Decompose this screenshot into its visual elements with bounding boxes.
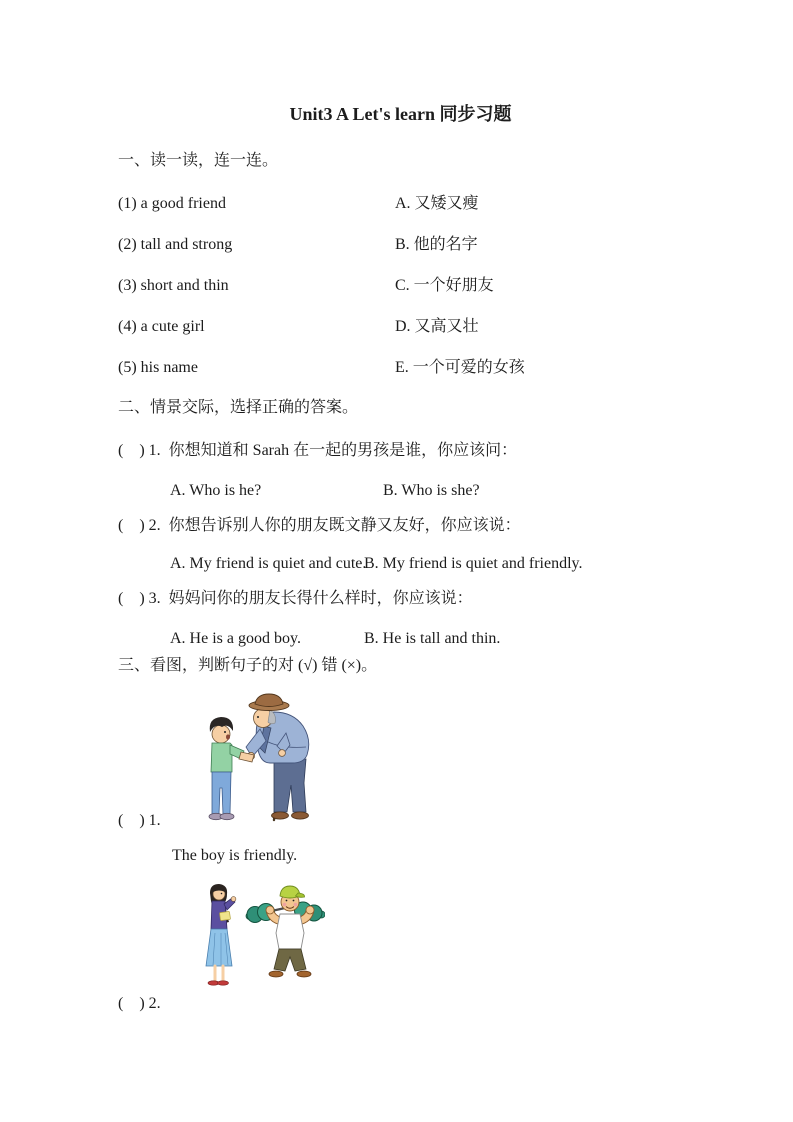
woman — [206, 884, 236, 985]
notebook — [219, 911, 230, 920]
option-a: A. My friend is quiet and cute. — [170, 555, 367, 572]
question-line — [118, 440, 683, 462]
option-b: B. Who is she? — [383, 482, 480, 499]
match-left-item: (3) short and thin — [118, 277, 229, 294]
option-b: B. He is tall and thin. — [364, 630, 501, 647]
answer-blank: ( ) 2. — [118, 995, 161, 1012]
match-left-item: (1) a good friend — [118, 195, 226, 212]
eye — [293, 900, 295, 902]
figure-handshake-illustration — [194, 693, 321, 825]
options-line — [118, 628, 683, 650]
match-left-item: (4) a cute girl — [118, 318, 205, 335]
match-right-item: E. 一个可爱的女孩 — [395, 359, 525, 376]
hand — [231, 897, 236, 902]
tank-top — [276, 914, 304, 949]
elderly-man — [246, 694, 309, 820]
shoe — [220, 813, 234, 819]
judge-item-1 — [118, 693, 683, 829]
shoe — [297, 971, 311, 977]
match-left-item: (2) tall and strong — [118, 236, 233, 253]
options-line — [118, 553, 683, 575]
match-right-item: D. 又高又壮 — [395, 318, 479, 335]
question-line — [118, 515, 683, 537]
shoe — [218, 981, 229, 985]
judge-item-2 — [118, 883, 683, 992]
pants — [274, 949, 306, 971]
legs — [215, 966, 223, 980]
fist — [266, 906, 274, 914]
question-text: 你想告诉别人你的朋友既文静又友好，你应该说： — [168, 517, 521, 534]
skirt — [206, 929, 232, 966]
eye — [257, 716, 259, 718]
match-left-item: (5) his name — [118, 359, 198, 376]
answer-blank: ( ) 1. — [118, 812, 161, 829]
match-row — [118, 193, 683, 215]
shoe — [272, 812, 289, 819]
section-three-heading: 三、看图，判断句子的对 (√) 错 (×)。 — [118, 657, 378, 674]
cheek — [294, 903, 298, 907]
answer-blank: ( ) 1. — [118, 442, 161, 459]
match-row — [118, 316, 683, 338]
hand — [279, 750, 286, 757]
weightlifter — [246, 886, 325, 977]
jeans — [212, 772, 231, 814]
eye — [224, 731, 226, 733]
answer-blank: ( ) 3. — [118, 590, 161, 607]
shirt — [211, 743, 232, 772]
match-row — [118, 275, 683, 297]
match-right-item: A. 又矮又瘦 — [395, 195, 479, 212]
mouth — [226, 734, 230, 739]
fist — [306, 906, 314, 914]
shoe — [269, 971, 283, 977]
eye — [286, 900, 288, 902]
match-right-item: B. 他的名字 — [395, 236, 478, 253]
option-b: B. My friend is quiet and friendly. — [364, 555, 583, 572]
hat-crown — [255, 694, 283, 707]
cheek — [283, 903, 287, 907]
options-line — [118, 480, 683, 502]
head — [212, 725, 230, 743]
trousers — [274, 759, 306, 812]
option-a: A. Who is he? — [170, 482, 262, 499]
option-a: A. He is a good boy. — [170, 630, 301, 647]
question-text: 妈妈问你的朋友长得什么样时，你应该说： — [168, 590, 473, 607]
section-two-heading: 二、情景交际，选择正确的答案。 — [118, 399, 359, 416]
shoe — [292, 812, 309, 819]
match-right-item: C. 一个好朋友 — [395, 277, 494, 294]
question-line — [118, 588, 683, 610]
match-row — [118, 357, 683, 379]
boy — [209, 717, 254, 820]
section-one-heading: 一、读一读，连一连。 — [118, 152, 279, 169]
question-text: 你想知道和 Sarah 在一起的男孩是谁，你应该问： — [168, 442, 518, 459]
answer-blank: ( ) 2. — [118, 517, 161, 534]
matching-exercise — [118, 193, 683, 379]
eye — [221, 893, 223, 895]
page-title: Unit3 A Let's learn 同步习题 — [289, 104, 512, 124]
judge-sentence: The boy is friendly. — [172, 847, 298, 864]
figure-weightlifting-illustration — [197, 883, 325, 992]
match-row — [118, 234, 683, 256]
